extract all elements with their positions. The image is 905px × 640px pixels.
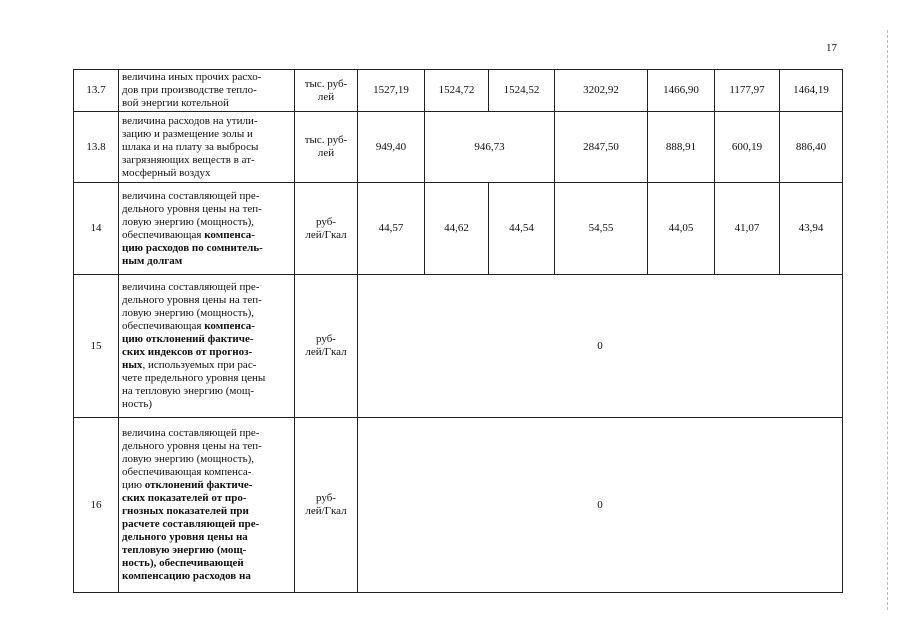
- description-line: загрязняющих веществ в ат-: [122, 153, 255, 166]
- unit-line: руб-: [316, 333, 336, 345]
- description-line: [122, 492, 291, 505]
- emphasis: расчете составляющей пре-: [122, 518, 260, 530]
- row-description: [119, 418, 295, 593]
- value-cell: 1524,52: [489, 70, 555, 112]
- unit-line: тыс. руб-: [304, 77, 348, 90]
- emphasis: гнозных показателей при: [122, 505, 249, 517]
- description-line: ность): [122, 398, 153, 410]
- description-line: [122, 557, 291, 570]
- table-row: [74, 112, 843, 183]
- description-line: обеспечивающая компенса-: [122, 320, 255, 332]
- unit-line: лей/Гкал: [305, 505, 347, 517]
- description-line: [122, 544, 291, 557]
- description-line: обеспечивающая компенса-: [122, 228, 255, 241]
- row-number: 15: [74, 275, 119, 418]
- row-number: 13.7: [74, 70, 119, 112]
- description-line: цию отклонений фактиче-: [122, 479, 253, 491]
- description-line: дельного уровня цены на теп-: [122, 202, 262, 215]
- value-cell: 1466,90: [648, 70, 715, 112]
- row-description: [119, 275, 295, 418]
- description-line: величина иных прочих расхо-: [122, 71, 262, 83]
- description-line: ловую энергию (мощность),: [122, 307, 255, 319]
- description-line: обеспечивающая компенса-: [122, 466, 252, 478]
- table-row: [74, 70, 843, 112]
- value-cell-merged: 0: [358, 418, 843, 593]
- table-row: [74, 183, 843, 275]
- description-line: [122, 531, 291, 544]
- unit-line: руб-: [316, 492, 336, 504]
- description-line: [122, 242, 291, 255]
- row-unit: [295, 112, 358, 183]
- value-cell: 3202,92: [555, 70, 648, 112]
- emphasis: цию отклонений фактиче-: [122, 333, 254, 345]
- value-cell: 1464,19: [780, 70, 843, 112]
- emphasis: ских индексов от прогноз-: [122, 346, 253, 358]
- emphasis: ских показателей от про-: [122, 492, 247, 504]
- description-line: величина составляющей пре-: [122, 189, 260, 202]
- description-line: ловую энергию (мощность),: [122, 215, 255, 228]
- emphasis: компенса-: [204, 228, 255, 241]
- emphasis: ность), обеспечивающей: [122, 557, 244, 569]
- row-unit: [295, 418, 358, 593]
- description-line: [122, 570, 291, 583]
- value-cell: 1524,72: [425, 70, 489, 112]
- value-cell-merged: 946,73: [425, 112, 555, 183]
- table-row: [74, 418, 843, 593]
- value-cell: 44,05: [648, 183, 715, 275]
- row-unit: [295, 70, 358, 112]
- row-number: 16: [74, 418, 119, 593]
- unit-line: лей: [317, 147, 335, 159]
- value-cell: 44,62: [425, 183, 489, 275]
- emphasis: дельного уровня цены на: [122, 531, 248, 543]
- description-line: величина составляющей пре-: [122, 427, 260, 439]
- page-number: 17: [826, 42, 837, 54]
- value-cell: 44,57: [358, 183, 425, 275]
- row-description: [119, 70, 295, 112]
- value-cell: 600,19: [715, 112, 780, 183]
- row-description: [119, 183, 295, 275]
- emphasis: отклонений фактиче-: [144, 479, 253, 491]
- unit-line: лей/Гкал: [305, 228, 347, 241]
- value-cell: 2847,50: [555, 112, 648, 183]
- description-line: величина составляющей пре-: [122, 281, 260, 293]
- description-line: [122, 346, 291, 359]
- description-line: ловую энергию (мощность),: [122, 453, 255, 465]
- description-line: [122, 255, 291, 268]
- value-cell: 43,94: [780, 183, 843, 275]
- tariff-table: [73, 69, 843, 593]
- row-number: 14: [74, 183, 119, 275]
- value-cell: 54,55: [555, 183, 648, 275]
- emphasis: компенса-: [204, 320, 255, 332]
- unit-line: тыс. руб-: [304, 134, 348, 146]
- emphasis: компенсацию расходов на: [122, 570, 251, 582]
- description-line: вой энергии котельной: [122, 97, 229, 109]
- description-line: дельного уровня цены на теп-: [122, 440, 262, 452]
- description-line: дельного уровня цены на теп-: [122, 294, 262, 306]
- emphasis: ных: [122, 359, 143, 371]
- value-cell: 41,07: [715, 183, 780, 275]
- description-line: шлака и на плату за выбросы: [122, 140, 259, 153]
- emphasis: ным долгам: [122, 254, 183, 267]
- description-line: зацию и размещение золы и: [122, 127, 253, 140]
- value-cell: 44,54: [489, 183, 555, 275]
- emphasis: тепловую энергию (мощ-: [122, 544, 247, 556]
- row-unit: [295, 183, 358, 275]
- description-line: [122, 505, 291, 518]
- description-line: [122, 518, 291, 531]
- value-cell-merged: 0: [358, 275, 843, 418]
- row-description: [119, 112, 295, 183]
- table-row: [74, 275, 843, 418]
- description-line: на тепловую энергию (мощ-: [122, 385, 254, 397]
- value-cell: 888,91: [648, 112, 715, 183]
- row-number: 13.8: [74, 112, 119, 183]
- description-line: ных, используемых при рас-: [122, 359, 257, 371]
- description-line: [122, 333, 291, 346]
- row-unit: [295, 275, 358, 418]
- value-cell: 1177,97: [715, 70, 780, 112]
- description-line: дов при производстве тепло-: [122, 84, 257, 96]
- margin-rule: [887, 30, 889, 610]
- description-line: чете предельного уровня цены: [122, 372, 266, 384]
- value-cell: 949,40: [358, 112, 425, 183]
- description-line: мосферный воздух: [122, 166, 211, 179]
- value-cell: 886,40: [780, 112, 843, 183]
- unit-line: руб-: [316, 215, 336, 228]
- unit-line: лей/Гкал: [305, 346, 347, 358]
- unit-line: лей: [317, 90, 335, 103]
- value-cell: 1527,19: [358, 70, 425, 112]
- description-line: величина расходов на утили-: [122, 114, 258, 127]
- emphasis: цию расходов по сомнитель-: [122, 241, 263, 254]
